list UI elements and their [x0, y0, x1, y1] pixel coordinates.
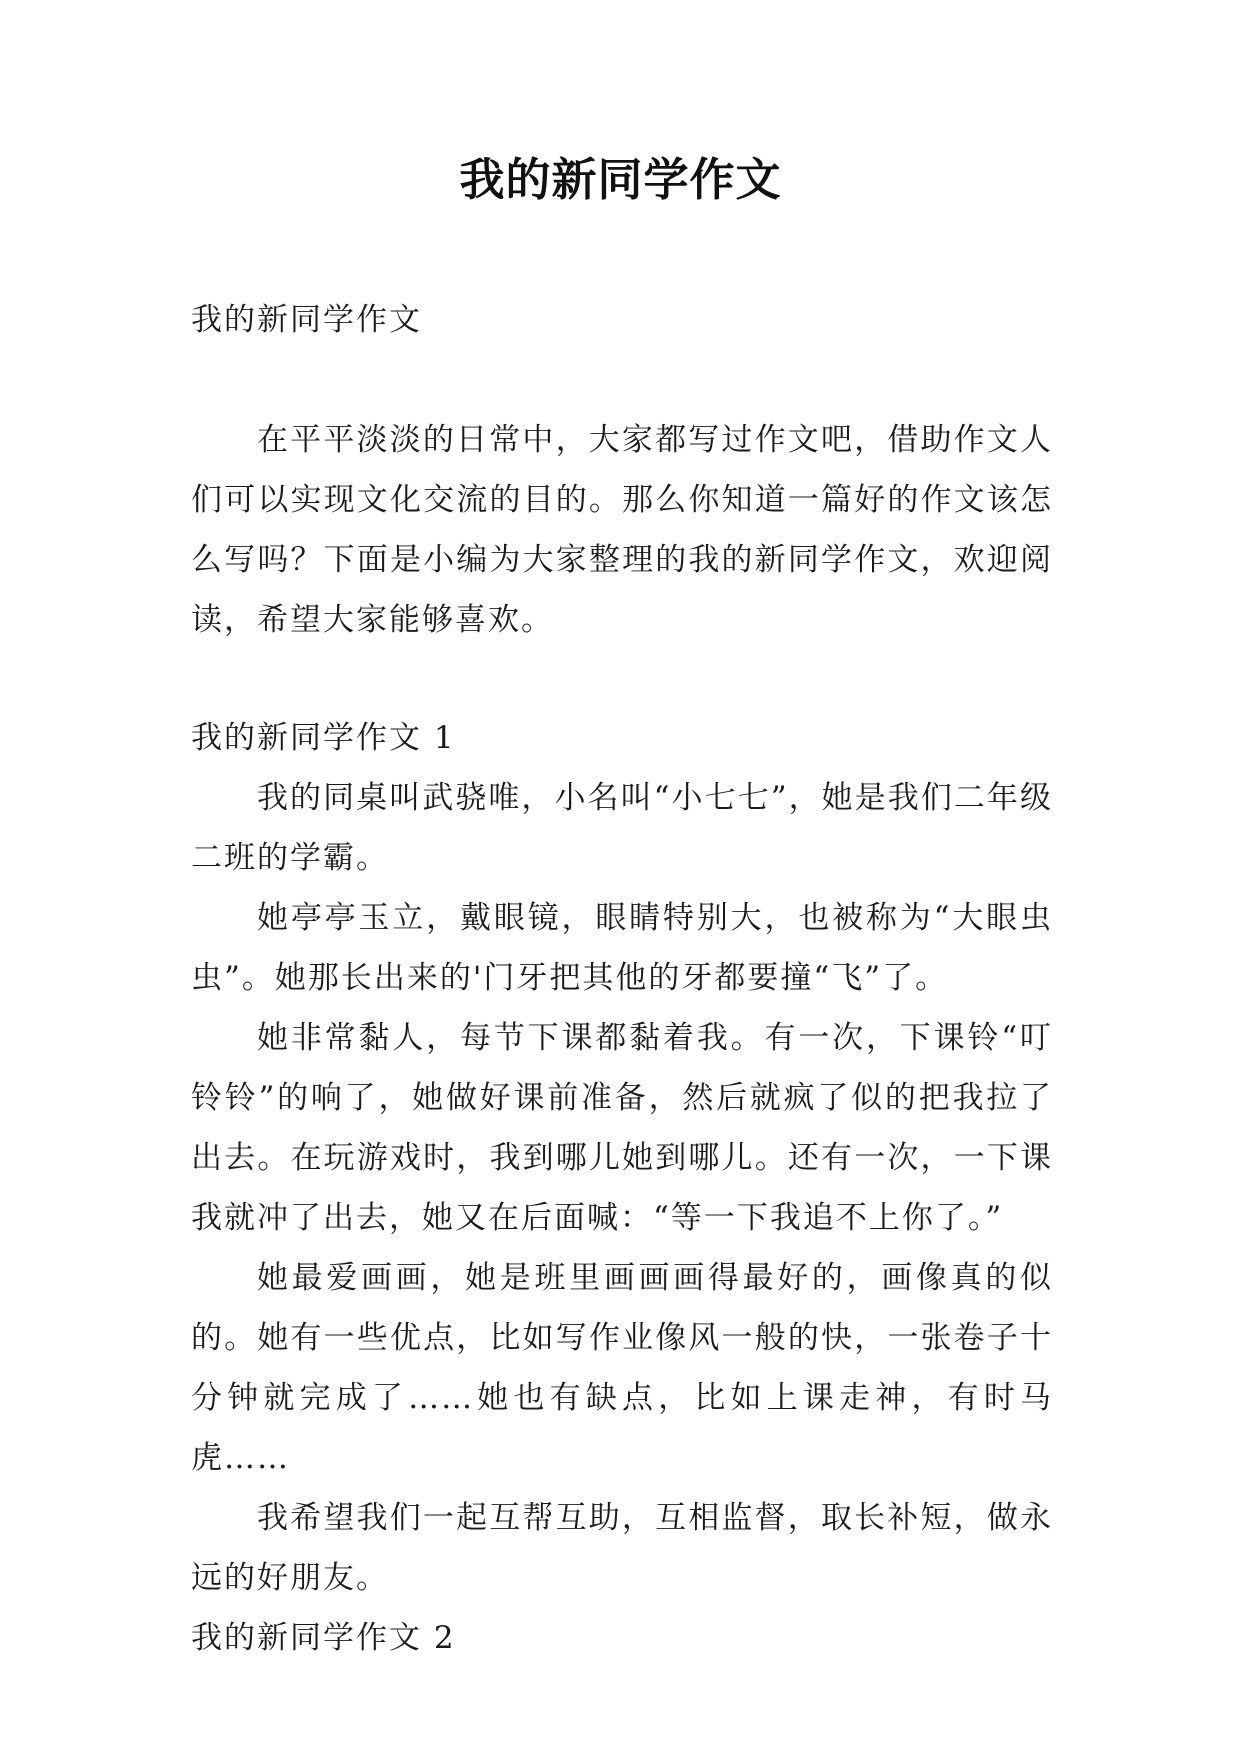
document-title: 我的新同学作文 — [459, 153, 782, 206]
section-1-paragraph: 她亭亭玉立，戴眼镜，眼睛特别大，也被称为“大眼虫虫”。她那长出来的'门牙把其他的牙都要撞“飞”了。 — [191, 900, 1053, 996]
section-1-heading: 我的新同学作文 1 — [191, 720, 456, 756]
document-subtitle: 我的新同学作文 — [191, 302, 422, 338]
section-2-heading: 我的新同学作文 2 — [191, 1620, 456, 1656]
section-1-paragraph: 她最爱画画，她是班里画画画得最好的，画像真的似的。她有一些优点，比如写作业像风一般的快，一张卷子十分钟就完成了……她也有缺点，比如上课走神，有时马虎…… — [191, 1260, 1053, 1476]
section-1-paragraph: 我希望我们一起互帮互助，互相监督，取长补短，做永远的好朋友。 — [191, 1500, 1053, 1596]
document-body — [191, 290, 1053, 1668]
intro-paragraph: 在平平淡淡的日常中，大家都写过作文吧，借助作文人们可以实现文化交流的目的。那么你知道一篇好的作文该怎么写吗？下面是小编为大家整理的我的新同学作文，欢迎阅读，希望大家能够喜欢。 — [191, 422, 1053, 638]
section-1-paragraph: 她非常黏人，每节下课都黏着我。有一次，下课铃“叮铃铃”的响了，她做好课前准备，然后就疯了似的把我拉了出去。在玩游戏时，我到哪儿她到哪儿。还有一次，一下课我就冲了出去，她又在后面喊：“等一下我追不上你了。” — [191, 1020, 1053, 1236]
section-1-paragraph: 我的同桌叫武骁唯，小名叫“小七七”，她是我们二年级二班的学霸。 — [191, 780, 1053, 876]
